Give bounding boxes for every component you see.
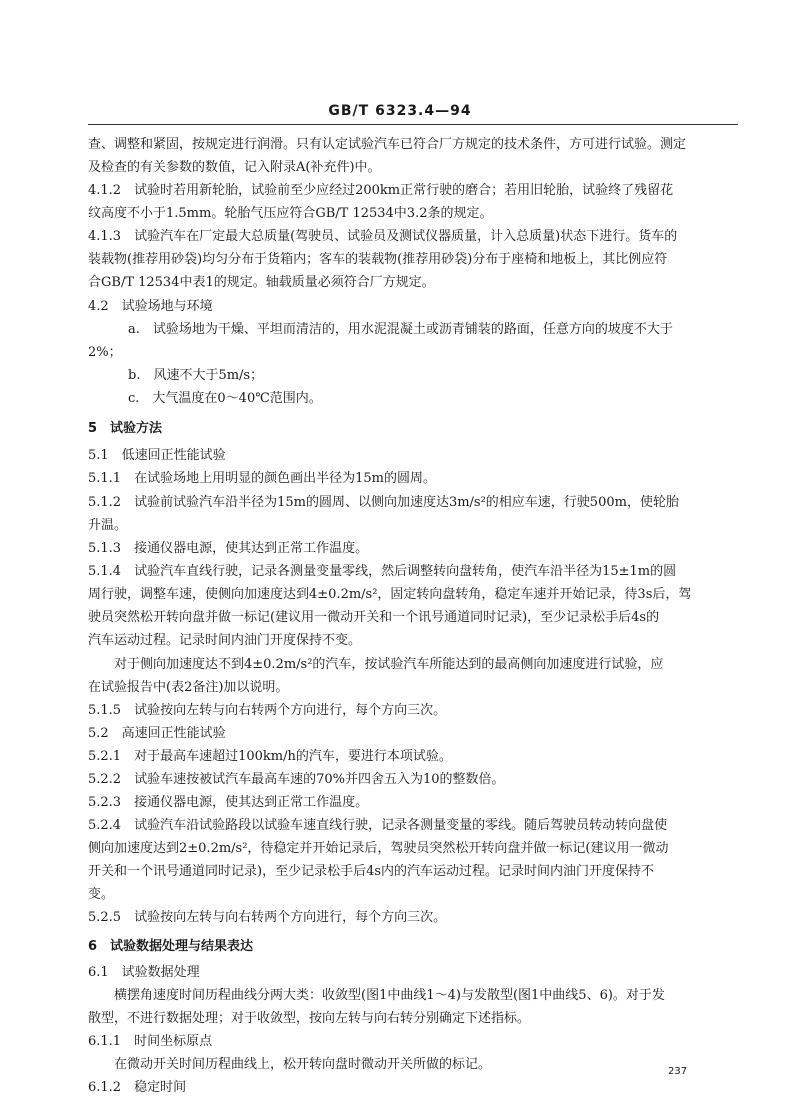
body-line: 在试验报告中(表2备注)加以说明。 (88, 680, 289, 695)
body-line: 5.2.2 试验车速按被试汽车最高车速的70%并四舍五入为10的整数倍。 (88, 772, 505, 787)
body-line: 及检查的有关参数的数值，记入附录A(补充件)中。 (88, 160, 381, 175)
body-line: 变。 (88, 887, 115, 902)
body-line: 在微动开关时间历程曲线上，松开转向盘时微动开关所做的标记。 (114, 1057, 492, 1072)
body-line: 5.1.1 在试验场地上用明显的颜色画出半径为15m的圆周。 (88, 471, 436, 486)
body-line: 合GB/T 12534中表1的规定。轴载质量必须符合厂方规定。 (88, 275, 435, 290)
section-heading: 6.1.1 时间坐标原点 (88, 1034, 213, 1049)
body-line: 驶员突然松开转向盘并做一标记(建议用一微动开关和一个讯号通道同时记录)，至少记录松手后4s的 (88, 610, 660, 625)
body-line: 4.1.2 试验时若用新轮胎，试验前至少应经过200km正常行驶的磨合；若用旧轮胎，试验终了残留花 (88, 183, 674, 198)
standard-code-header: GB/T 6323.4—94 (328, 103, 472, 119)
body-line: 横摆角速度时间历程曲线分两大类：收敛型(图1中曲线1～4)与发散型(图1中曲线5、6)。对于发 (114, 988, 665, 1003)
body-line: 5.1.5 试验按向左转与向右转两个方向进行，每个方向三次。 (88, 703, 447, 718)
section-heading: 4.2 试验场地与环境 (88, 299, 213, 314)
section-heading: 5.1 低速回正性能试验 (88, 448, 226, 463)
body-line: 5.1.2 试验前试验汽车沿半径为15m的圆周、以侧向加速度达3m/s²的相应车速，行驶500m，使轮胎 (88, 495, 679, 510)
body-line: 周行驶，调整车速，使侧向加速度达到4±0.2m/s²，固定转向盘转角，稳定车速并开始记录，待3s后，驾 (88, 587, 692, 602)
section-heading: 6.1 试验数据处理 (88, 965, 200, 980)
body-line: 对于侧向加速度达不到4±0.2m/s²的汽车，按试验汽车所能达到的最高侧向加速度进行试验，应 (114, 657, 664, 672)
body-line: 升温。 (88, 518, 128, 533)
body-line: 开关和一个讯号通道同时记录)，至少记录松手后4s内的汽车运动过程。记录时间内油门开度保持不 (88, 864, 655, 879)
list-item: b. 风速不大于5m/s； (128, 368, 264, 383)
body-line: 2%； (88, 345, 122, 360)
section-heading: 5.2 高速回正性能试验 (88, 726, 226, 741)
chapter-heading: 6 试验数据处理与结果表达 (88, 939, 254, 954)
body-line: 纹高度不小于1.5mm。轮胎气压应符合GB/T 12534中3.2条的规定。 (88, 206, 493, 221)
body-line: 5.2.3 接通仪器电源，使其达到正常工作温度。 (88, 795, 369, 810)
body-line: 5.2.1 对于最高车速超过100km/h的汽车，要进行本项试验。 (88, 749, 452, 764)
body-line: 侧向加速度达到2±0.2m/s²，待稳定并开始记录后，驾驶员突然松开转向盘并做一标记(建议用一微动 (88, 841, 669, 856)
list-item: a. 试验场地为干燥、平坦而清洁的，用水泥混凝土或沥青铺装的路面，任意方向的坡度不大于 (128, 322, 673, 337)
body-line: 5.2.5 试验按向左转与向右转两个方向进行，每个方向三次。 (88, 910, 447, 925)
body-line: 装载物(推荐用砂袋)均匀分布于货箱内；客车的装载物(推荐用砂袋)分布于座椅和地板上，其比例应符 (88, 252, 668, 267)
list-item: c. 大气温度在0～40℃范围内。 (128, 391, 322, 406)
header-rule (88, 124, 738, 125)
body-line: 查、调整和紧固，按规定进行润滑。只有认定试验汽车已符合厂方规定的技术条件，方可进行试验。测定 (88, 137, 687, 152)
body-line: 5.2.4 试验汽车沿试验路段以试验车速直线行驶，记录各测量变量的零线。随后驾驶员转动转向盘使 (88, 818, 668, 833)
chapter-heading: 5 试验方法 (88, 421, 163, 436)
body-line: 散型，不进行数据处理；对于收敛型，按向左转与向右转分别确定下述指标。 (88, 1011, 531, 1026)
body-line: 5.1.4 试验汽车直线行驶，记录各测量变量零线，然后调整转向盘转角，使汽车沿半径为15±1m的圆 (88, 564, 677, 579)
section-heading: 6.1.2 稳定时间 (88, 1080, 187, 1095)
body-line: 汽车运动过程。记录时间内油门开度保持不变。 (88, 633, 362, 648)
page-number: 237 (668, 1066, 688, 1077)
body-line: 4.1.3 试验汽车在厂定最大总质量(驾驶员、试验员及测试仪器质量，计入总质量)状态下进行。货车的 (88, 229, 678, 244)
body-line: 5.1.3 接通仪器电源，使其达到正常工作温度。 (88, 541, 369, 556)
